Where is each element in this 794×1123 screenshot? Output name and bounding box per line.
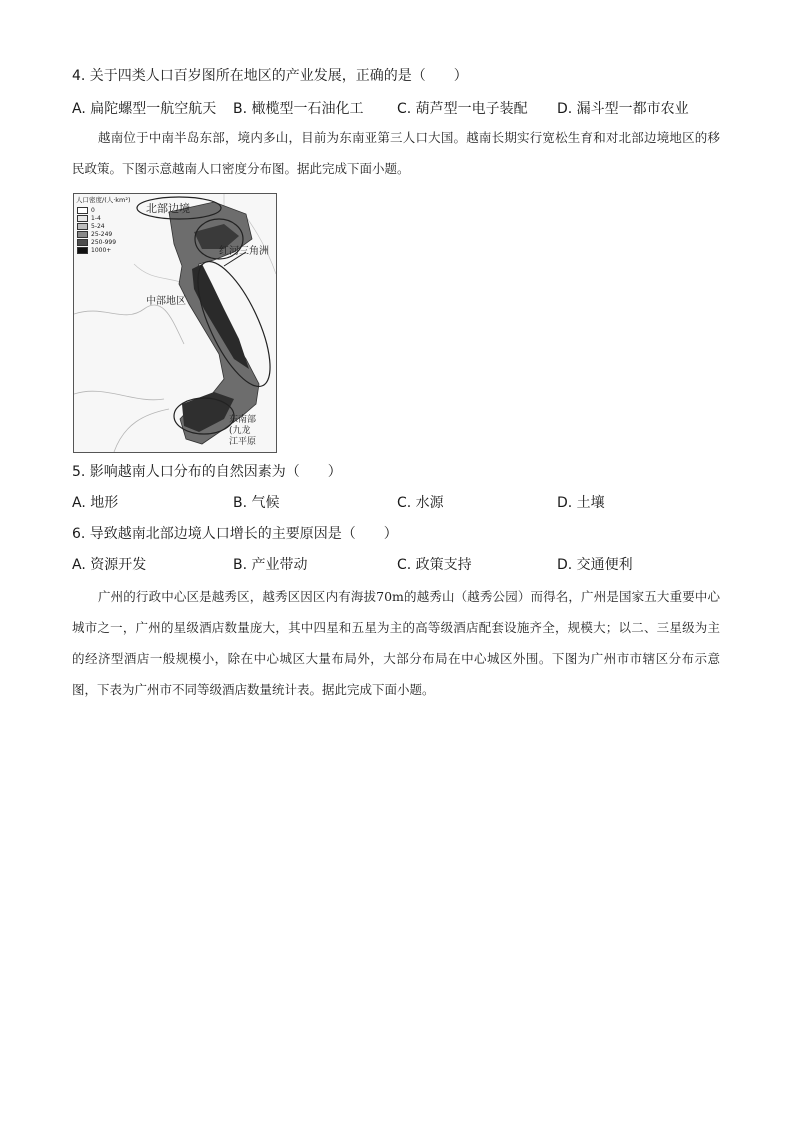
legend-label: 1000+ xyxy=(91,247,112,254)
map-label-central-region: 中部地区 xyxy=(146,296,186,307)
legend-swatch xyxy=(77,215,88,222)
question-4-option-c[interactable]: C. 葫芦型一电子装配 xyxy=(397,101,528,117)
legend-label: 5-24 xyxy=(91,223,105,230)
passage-vietnam: 越南位于中南半岛东部，境内多山，目前为东南亚第三人口大国。越南长期实行宽松生育和对北部边境地区的移民政策。下图示意越南人口密度分布图。据此完成下面小题。 xyxy=(72,130,720,176)
question-5-stem: 5. 影响越南人口分布的自然因素为（ ） xyxy=(72,464,342,480)
question-5-option-c[interactable]: C. 水源 xyxy=(397,495,444,511)
map-label-north-border: 北部边境 xyxy=(146,202,190,215)
vietnam-population-density-map xyxy=(73,193,277,453)
passage-guangzhou: 广州的行政中心区是越秀区，越秀区因区内有海拔70m的越秀山（越秀公园）而得名，广州是国家五大重要中心城市之一，广州的星级酒店数量庞大，其中四星和五星为主的高等级酒店配套设施齐全，规模大；以二、三星级为主的经济型酒店一般规模小，除在中心城区大量布局外，大部分布局在中心城区外围。下图为广州市市辖区分布示意图，下表为广州市不同等级酒店数量统计表。据此完成下面小题。 xyxy=(72,589,720,697)
legend-title: 人口密度/(人·km²) xyxy=(76,196,131,204)
question-4-option-b[interactable]: B. 橄榄型一石油化工 xyxy=(233,101,364,117)
question-6-option-d[interactable]: D. 交通便利 xyxy=(557,557,633,573)
legend-swatch xyxy=(77,207,88,214)
question-5-option-a[interactable]: A. 地形 xyxy=(72,495,119,511)
question-4-option-d[interactable]: D. 漏斗型一都市农业 xyxy=(557,101,689,117)
question-6-option-c[interactable]: C. 政策支持 xyxy=(397,557,472,573)
map-label-southeast: 东南部 xyxy=(229,415,257,425)
question-5-option-d[interactable]: D. 土壤 xyxy=(557,495,605,511)
legend-swatch xyxy=(77,223,88,230)
legend-label: 25-249 xyxy=(91,231,113,238)
legend-swatch xyxy=(77,247,88,254)
question-5-option-b[interactable]: B. 气候 xyxy=(233,495,280,511)
question-6-option-b[interactable]: B. 产业带动 xyxy=(233,557,308,573)
question-6-stem: 6. 导致越南北部边境人口增长的主要原因是（ ） xyxy=(72,526,398,542)
legend-label: 250-999 xyxy=(91,239,117,246)
question-4-option-a[interactable]: A. 扁陀螺型一航空航天 xyxy=(72,101,217,117)
map-label-mekong: (九龙 xyxy=(229,426,251,436)
legend-label: 1-4 xyxy=(91,215,101,222)
legend-swatch xyxy=(77,239,88,246)
legend-label: 0 xyxy=(91,207,95,214)
question-4-stem: 4. 关于四类人口百岁图所在地区的产业发展，正确的是（ ） xyxy=(72,68,468,84)
question-6-option-a[interactable]: A. 资源开发 xyxy=(72,557,147,573)
map-legend xyxy=(74,194,144,258)
legend-item xyxy=(77,246,111,255)
map-label-plain: 江平原 xyxy=(229,437,257,447)
legend-swatch xyxy=(77,231,88,238)
map-label-red-river-delta: 红河三角洲 xyxy=(219,246,269,257)
